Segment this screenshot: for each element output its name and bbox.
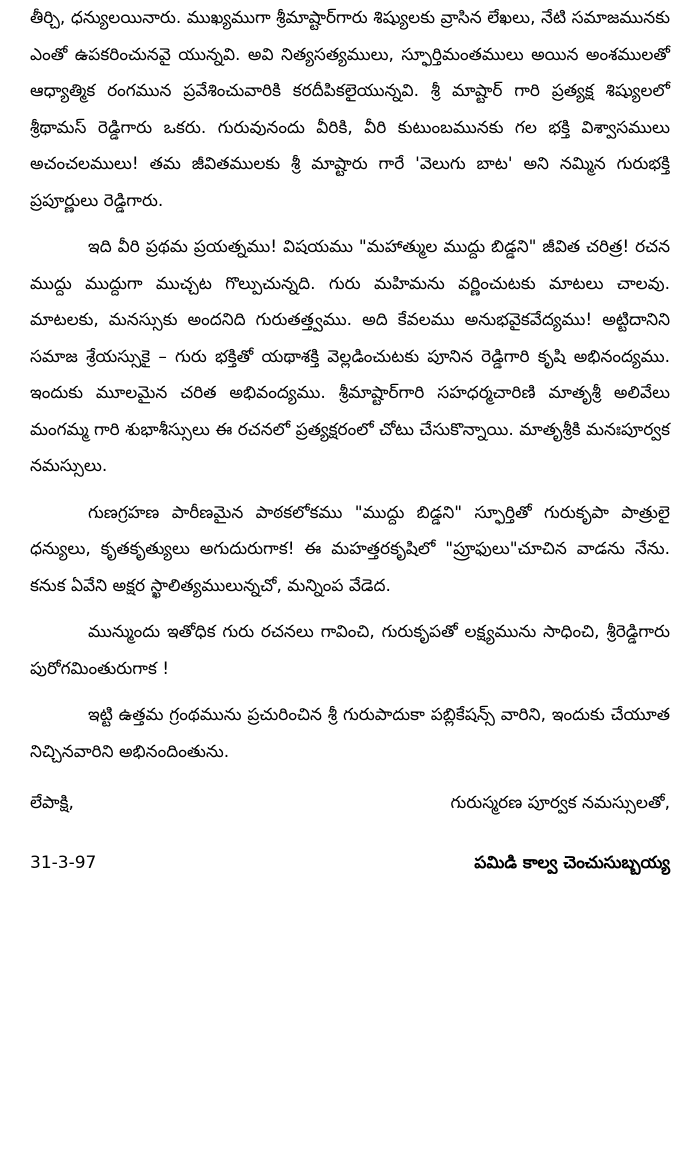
- signature-name: పమిడి కాల్వ చెంచుసుబ్బయ్య: [474, 853, 670, 873]
- paragraph-5: ఇట్టి ఉత్తమ గ్రంథమును ప్రచురించిన శ్రీ గురుపాదుకా పబ్లికేషన్స్ వారిని, ఇందుకు చేయూత నిచ్చినవారిని అభినందింతును.: [30, 705, 670, 762]
- paragraph-3: గుణగ్రహణ పారీణమైన పాఠకలోకము "ముద్దు బిడ్డని" స్ఫూర్తితో గురుకృపా పాత్రులై ధన్యులు, కృతకృత్యులు అగుదురుగాక! ఈ మహత్తరకృషిలో "ప్రూఫులు"చూచిన వాడను నేను. కనుక ఏవేని అక్షర స్ఖాలిత్యములున్నచో, మన్నింప వేడెద.: [30, 502, 670, 596]
- salutation-text: గురుస్మరణ పూర్వక నమస్సులతో,: [450, 793, 670, 813]
- signature-row: [30, 845, 670, 881]
- closing-row: [30, 785, 670, 821]
- paragraph-4: మున్ముందు ఇతోధిక గురు రచనలు గావించి, గురుకృపతో లక్ష్యమును సాధించి, శ్రీరెడ్డిగారు పురోగమింతురుగాక !: [30, 622, 670, 679]
- place-text: లేపాక్షి,: [30, 793, 74, 813]
- document-page: [30, 0, 670, 1157]
- paragraph-1: తీర్చి, ధన్యులయినారు. ముఖ్యముగా శ్రీమాష్టార్‌గారు శిష్యులకు వ్రాసిన లేఖలు, నేటి సమాజమునకు ఎంతో ఉపకరించునవై యున్నవి. అవి నిత్యసత్యములు, స్ఫూర్తిమంతములు అయిన అంశములతో ఆధ్యాత్మిక రంగమున ప్రవేశించువారికి కరదీపికలైయున్నవి. శ్రీ మాష్టార్ గారి ప్రత్యక్ష శిష్యులలో శ్రీథామస్ రెడ్డిగారు ఒకరు. గురువునందు వీరికి, వీరి కుటుంబమునకు గల భక్తి విశ్వాసములు అచంచలములు! తమ జీవితములకు శ్రీ మాష్టారు గారే 'వెలుగు బాట' అని నమ్మిన గురుభక్తి ప్రపూర్ణులు రెడ్డిగారు.: [30, 8, 670, 211]
- paragraph-2: ఇది వీరి ప్రథమ ప్రయత్నము! విషయము "మహాత్ముల ముద్దు బిడ్డని" జీవిత చరిత్ర! రచన ముద్దు ముద్దుగా ముచ్చట గొల్పుచున్నది. గురు మహిమను వర్ణించుటకు మాటలు చాలవు. మాటలకు, మనస్సుకు అందనిది గురుతత్త్వము. అది కేవలము అనుభవైకవేద్యము! అట్టిదానిని సమాజ శ్రేయస్సుకై – గురు భక్తితో యథాశక్తి వెల్లడించుటకు పూనిన రెడ్డిగారి కృషి అభినంద్యము. ఇందుకు మూలమైన చరిత అభివంద్యము. శ్రీమాష్టార్‌గారి సహధర్మచారిణి మాతృశ్రీ అలివేలు మంగమ్మ గారి శుభాశీస్సులు ఈ రచనలో ప్రత్యక్షరంలో చోటు చేసుకొన్నాయి. మాతృశ్రీకి మనఃపూర్వక నమస్సులు.: [30, 237, 670, 476]
- date-text: 31-3-97: [30, 853, 97, 873]
